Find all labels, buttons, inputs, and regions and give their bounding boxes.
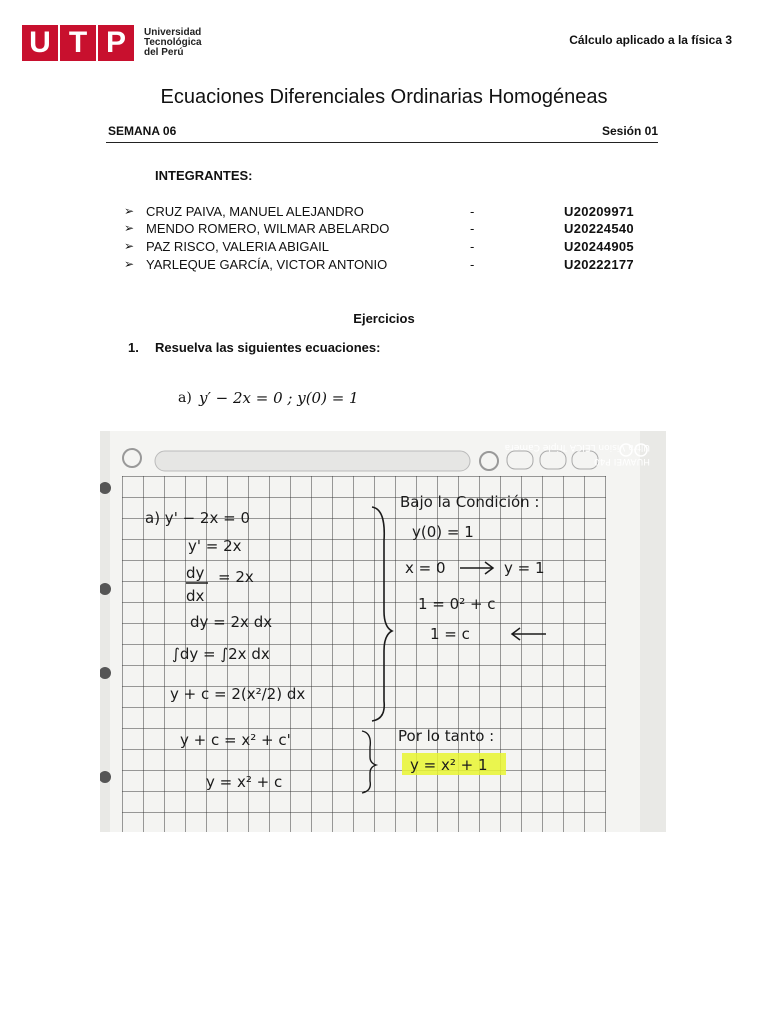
member-code: U20222177: [564, 257, 634, 272]
course-name: Cálculo aplicado a la física 3: [569, 33, 732, 47]
condition-line: y = 1: [504, 559, 545, 577]
step-line: dy = 2x dx: [190, 613, 273, 631]
logo-letter-p: P: [98, 25, 134, 61]
condition-line: y(0) = 1: [412, 523, 474, 541]
question-text: Resuelva las siguientes ecuaciones:: [155, 340, 381, 355]
arrow-bullet-icon: ➢: [124, 257, 135, 271]
step-line: y = x² + c: [206, 773, 283, 791]
step-line: = 2x: [218, 568, 254, 586]
logo-line-3: del Perú: [144, 47, 184, 58]
watermark-line-1: Ultra Vision LEICA Triple Camera: [504, 442, 650, 452]
header-divider: [106, 142, 658, 143]
logo-letter-t: T: [60, 25, 96, 61]
member-row: [124, 239, 644, 257]
step-line: ∫dy = ∫2x dx: [172, 645, 270, 663]
member-separator: -: [470, 239, 475, 254]
logo-line-2: Tecnológica: [144, 37, 202, 48]
condition-line: x = 0: [405, 559, 446, 577]
handwritten-solution-photo: [100, 431, 666, 832]
condition-line: 1 = 0² + c: [418, 595, 496, 613]
member-name: YARLEQUE GARCÍA, VICTOR ANTONIO: [146, 257, 388, 272]
exercises-heading: Ejercicios: [353, 311, 415, 326]
condition-line: 1 = c: [430, 625, 470, 643]
final-answer: y = x² + 1: [410, 756, 488, 774]
member-separator: -: [470, 221, 475, 236]
utp-logo: [22, 24, 202, 62]
condition-line: Bajo la Condición :: [400, 493, 540, 511]
week-label: SEMANA 06: [108, 124, 177, 138]
condition-line: Por lo tanto :: [398, 727, 495, 745]
step-line: a) y' − 2x = 0: [145, 509, 250, 527]
step-line: y' = 2x: [188, 537, 242, 555]
member-code: U20224540: [564, 221, 634, 236]
member-row: [124, 257, 644, 275]
item-a-equation: y′ − 2x = 0 ; y(0) = 1: [199, 389, 359, 407]
step-line: dy: [186, 564, 205, 582]
member-row: [124, 221, 644, 239]
notebook-page-drawing: [100, 431, 666, 832]
member-row: [124, 204, 644, 222]
logo-wordmark: [144, 28, 202, 58]
session-label: Sesión 01: [601, 124, 658, 138]
question-number: 1.: [128, 340, 139, 355]
member-name: CRUZ PAIVA, MANUEL ALEJANDRO: [146, 204, 364, 219]
notebook-top-strip: [155, 451, 470, 471]
logo-line-1: Universidad: [144, 27, 202, 38]
members-heading: INTEGRANTES:: [155, 168, 253, 183]
step-line: dx: [186, 587, 205, 605]
member-name: PAZ RISCO, VALERIA ABIGAIL: [146, 239, 330, 254]
member-code: U20244905: [564, 239, 634, 254]
watermark-line-2: HUAWEI P40: [594, 456, 650, 466]
page-title: Ecuaciones Diferenciales Ordinarias Homogéneas: [160, 86, 608, 108]
member-separator: -: [470, 204, 475, 219]
member-name: MENDO ROMERO, WILMAR ABELARDO: [146, 221, 390, 236]
item-a-label: a): [178, 390, 192, 406]
step-line: y + c = 2(x²/2) dx: [170, 685, 306, 703]
member-separator: -: [470, 257, 475, 272]
member-code: U20209971: [564, 204, 634, 219]
arrow-bullet-icon: ➢: [124, 239, 135, 253]
logo-letter-u: U: [22, 25, 58, 61]
arrow-bullet-icon: ➢: [124, 204, 135, 218]
step-line: y + c = x² + c': [180, 731, 291, 749]
arrow-bullet-icon: ➢: [124, 221, 135, 235]
